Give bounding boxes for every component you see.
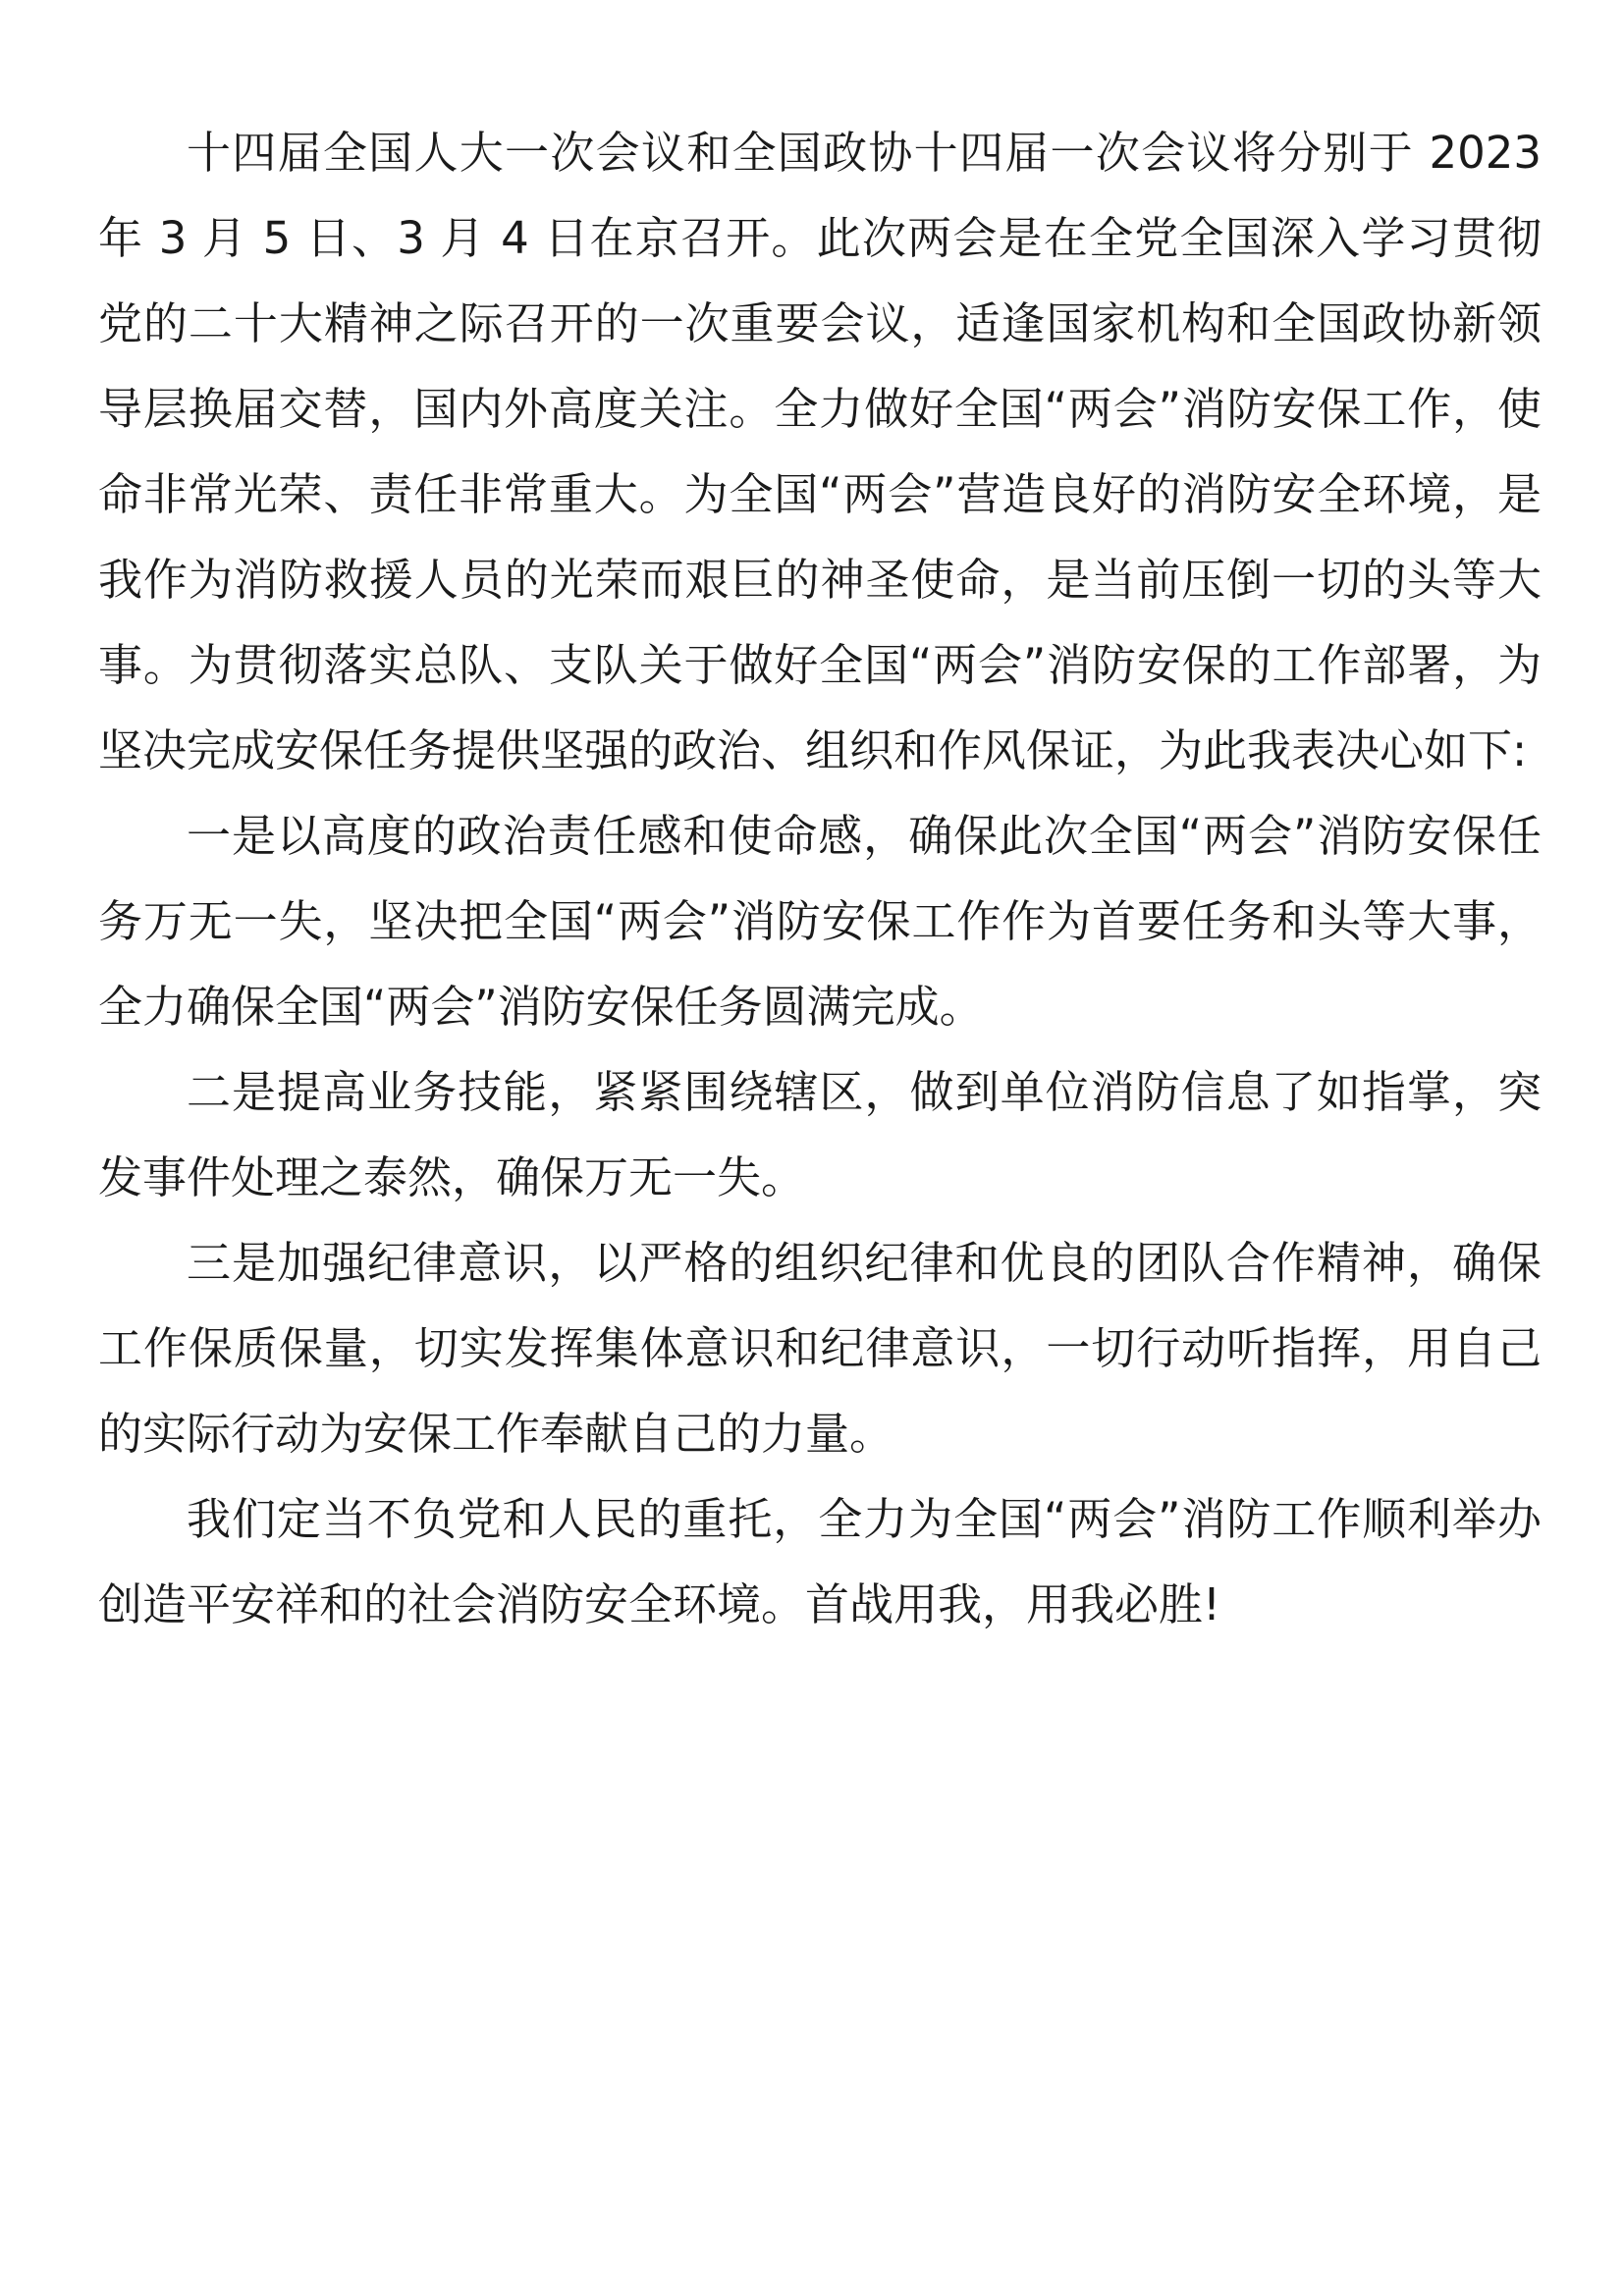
- paragraph-pledge-two: 二是提高业务技能，紧紧围绕辖区，做到单位消防信息了如指掌，突发事件处理之泰然，确保万无一失。: [98, 1066, 1542, 1203]
- paragraph-intro: 十四届全国人大一次会议和全国政协十四届一次会议将分别于 2023 年 3 月 5 日、3 月 4 日在京召开。此次两会是在全党全国深入学习贯彻党的二十大精神之际召开的一次重要会议，适逢国家机构和全国政协新领导层换届交替，国内外高度关注。全力做好全国“两会”消防安保工作，使命非常光荣、责任非常重大。为全国“两会”营造良好的消防安全环境，是我作为消防救援人员的光荣而艰巨的神圣使命，是当前压倒一切的头等大事。为贯彻落实总队、支队关于做好全国“两会”消防安保的工作部署，为坚决完成安保任务提供坚强的政治、组织和作风保证，为此我表决心如下:: [98, 127, 1542, 776]
- paragraph-closing: 我们定当不负党和人民的重托，全力为全国“两会”消防工作顺利举办创造平安祥和的社会消防安全环境。首战用我，用我必胜!: [98, 1493, 1542, 1630]
- paragraph-pledge-three: 三是加强纪律意识，以严格的组织纪律和优良的团队合作精神，确保工作保质保量，切实发挥集体意识和纪律意识，一切行动听指挥，用自己的实际行动为安保工作奉献自己的力量。: [98, 1237, 1542, 1460]
- document-body: [98, 110, 1542, 1647]
- paragraph-pledge-one: 一是以高度的政治责任感和使命感，确保此次全国“两会”消防安保任务万无一失，坚决把全国“两会”消防安保工作作为首要任务和头等大事，全力确保全国“两会”消防安保任务圆满完成。: [98, 810, 1542, 1033]
